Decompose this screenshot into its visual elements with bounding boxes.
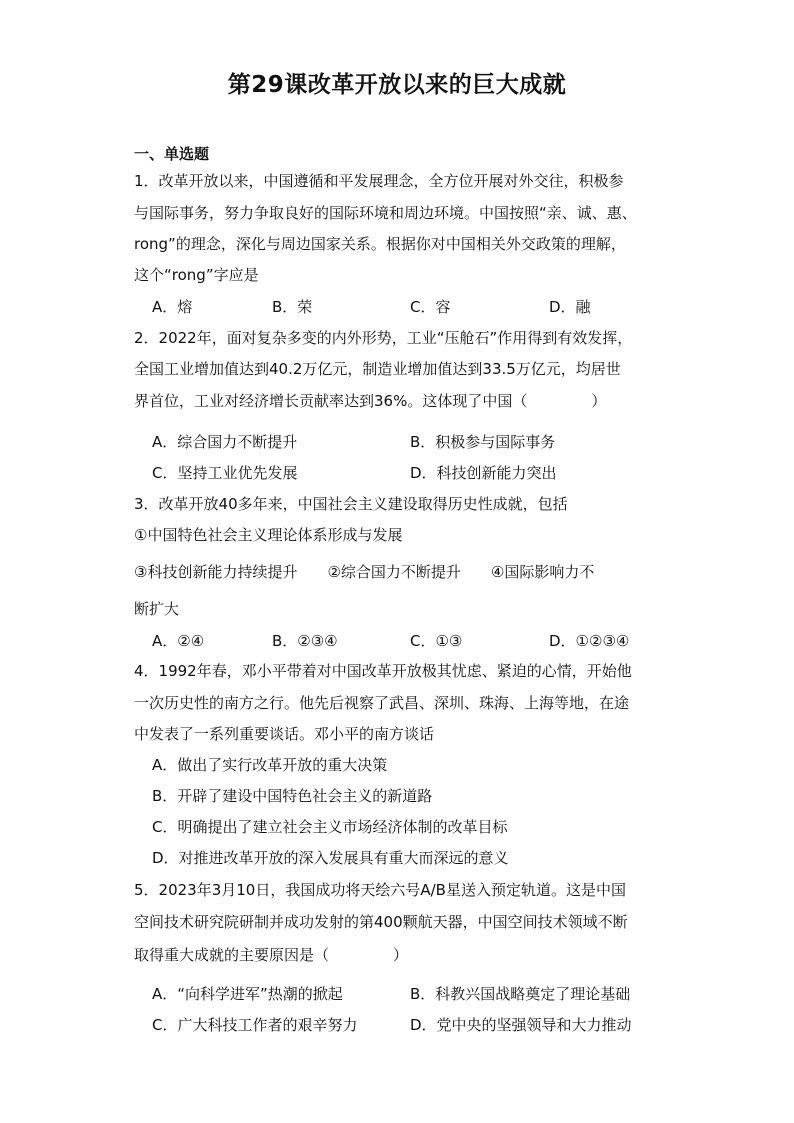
q2-line: 2．2022年，面对复杂多变的内外形势，工业“压舱石”作用得到有效发挥， xyxy=(134,329,633,347)
q1-option-b: B．荣 xyxy=(272,298,313,316)
q4-line: 4．1992年春，邓小平带着对中国改革开放极其忧虑、紧迫的心情，开始他 xyxy=(134,662,632,680)
q3-line: ③科技创新能力持续提升 ②综合国力不断提升 ④国际影响力不 xyxy=(134,563,595,581)
q3-option-c: C．①③ xyxy=(410,632,463,650)
q2-option-b: B．积极参与国际事务 xyxy=(410,433,556,451)
q4-option-c: C．明确提出了建立社会主义市场经济体制的改革目标 xyxy=(152,818,508,836)
q4-line: 中发表了一系列重要谈话。邓小平的南方谈话 xyxy=(134,725,435,743)
q2-option-a: A．综合国力不断提升 xyxy=(152,433,298,451)
q3-option-b: B．②③④ xyxy=(272,632,338,650)
q3-line: 3．改革开放40多年来，中国社会主义建设取得历史性成就，包括 xyxy=(134,495,568,513)
q2-line: 界首位，工业对经济增长贡献率达到36%。这体现了中国（ xyxy=(134,392,528,410)
q1-option-c: C．容 xyxy=(410,298,451,316)
q4-option-b: B．开辟了建设中国特色社会主义的新道路 xyxy=(152,787,433,805)
q4-option-a: A．做出了实行改革开放的重大决策 xyxy=(152,756,388,774)
q1-line: 与国际事务，努力争取良好的国际环境和周边环境。中国按照“亲、诚、惠、 xyxy=(134,204,637,222)
q5-line: 5．2023年3月10日，我国成功将天绘六号A/B星送入预定轨道。这是中国 xyxy=(134,881,626,899)
q5-line: 空间技术研究院研制并成功发射的第400颗航天器，中国空间技术领域不断 xyxy=(134,913,628,931)
q2-question-line xyxy=(134,390,606,411)
q1-line: 1．改革开放以来，中国遵循和平发展理念，全方位开展对外交往，积极参 xyxy=(134,172,624,190)
q2-option-d: D．科技创新能力突出 xyxy=(410,464,557,482)
q3-line: ①中国特色社会主义理论体系形成与发展 xyxy=(134,526,403,544)
q1-option-d: D．融 xyxy=(549,298,591,316)
q3-option-a: A．②④ xyxy=(152,632,205,650)
section-heading: 一、单选题 xyxy=(134,145,210,163)
q5-option-c: C．广大科技工作者的艰辛努力 xyxy=(152,1016,358,1034)
q5-paren-close: ） xyxy=(393,946,409,964)
q1-option-a: A．熔 xyxy=(152,298,193,316)
page-title: 第29课改革开放以来的巨大成就 xyxy=(227,72,567,98)
q5-line: 取得重大成就的主要原因是（ xyxy=(134,946,330,964)
q5-question-line xyxy=(134,944,408,965)
q2-option-c: C．坚持工业优先发展 xyxy=(152,464,298,482)
q5-option-d: D．党中央的坚强领导和大力推动 xyxy=(410,1016,632,1034)
q3-option-d: D．①②③④ xyxy=(549,632,630,650)
q4-line: 一次历史性的南方之行。他先后视察了武昌、深圳、珠海、上海等地，在途 xyxy=(134,694,630,712)
q4-option-d: D．对推进改革开放的深入发展具有重大而深远的意义 xyxy=(152,849,509,867)
q5-option-a: A．“向科学进军”热潮的掀起 xyxy=(152,985,343,1003)
q2-paren-close: ） xyxy=(591,392,607,410)
q2-line: 全国工业增加值达到40.2万亿元，制造业增加值达到33.5万亿元，均居世 xyxy=(134,360,621,378)
q5-option-b: B．科教兴国战略奠定了理论基础 xyxy=(410,985,631,1003)
q1-line: 这个“rong”字应是 xyxy=(134,266,259,284)
q3-line: 断扩大 xyxy=(134,600,180,618)
q1-line: rong”的理念，深化与周边国家关系。根据你对中国相关外交政策的理解， xyxy=(134,235,626,253)
